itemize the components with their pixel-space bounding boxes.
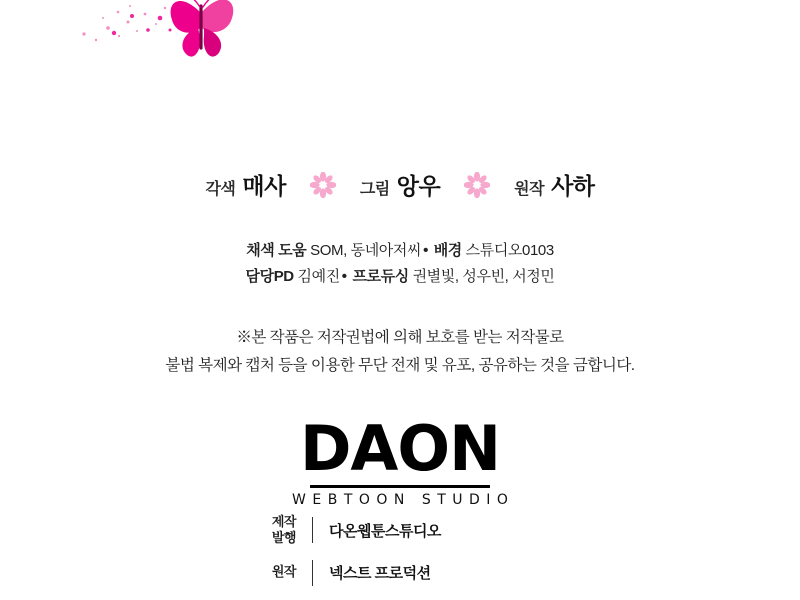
studio-logo-subtitle: WEBTOON STUDIO: [292, 492, 515, 508]
credit-name: 사하: [551, 173, 595, 199]
credit-adaptation: [205, 168, 285, 201]
credit-art: [360, 168, 440, 201]
staff-value-background: 스튜디오0103: [465, 242, 554, 259]
staff-label-producing: 프로듀싱: [352, 268, 409, 286]
publisher-divider: [312, 560, 313, 586]
staff-value-coloring: SOM, 동네아저씨: [310, 242, 422, 259]
publisher-info: [0, 514, 800, 586]
publisher-value-production: 다온웹툰스튜디오: [329, 522, 441, 540]
staff-dot-separator: •: [341, 268, 347, 286]
credit-role-label: 원작: [514, 181, 545, 198]
publisher-row-production: [240, 514, 560, 547]
publisher-label-production: [240, 514, 296, 547]
copyright-line-2: 불법 복제와 캡처 등을 이용한 무단 전재 및 유포, 공유하는 것을 금합니다.: [165, 356, 635, 374]
credit-name: 앙우: [396, 173, 441, 199]
publisher-divider: [312, 517, 313, 543]
credit-name: 매사: [242, 173, 286, 199]
publisher-row-original: [240, 560, 560, 586]
publisher-label-line-2: 발행: [271, 530, 296, 546]
staff-label-background: 배경: [433, 242, 462, 259]
copyright-notice: [0, 324, 800, 380]
staff-label-pd: 담당PD: [245, 268, 294, 286]
staff-value-producing: 권별빛, 성우빈, 서정민: [412, 268, 555, 286]
publisher-label-line-1: 원작: [271, 564, 296, 580]
staff-value-pd: 김예진: [297, 268, 340, 286]
studio-logo-wordmark: DAON: [299, 412, 501, 485]
studio-logo: [0, 412, 800, 508]
staff-label-coloring: 채색 도움: [246, 242, 307, 259]
publisher-label-original: [240, 564, 296, 580]
staff-dot-separator: •: [423, 242, 428, 259]
staff-credits: [0, 238, 800, 291]
copyright-line-1: ※본 작품은 저작권법에 의해 보호를 받는 저작물로: [236, 329, 564, 346]
publisher-value-original: 넥스트 프로덕션: [329, 565, 431, 582]
credit-role-label: 그림: [359, 181, 390, 198]
publisher-label-line-1: 제작: [271, 514, 296, 529]
staff-line-coloring: [0, 238, 800, 264]
credits-row: [0, 168, 800, 201]
flower-separator-icon: [286, 172, 360, 198]
staff-line-pd: [0, 264, 800, 290]
butterfly-decoration: [70, 0, 290, 80]
flower-separator-icon: [440, 172, 514, 198]
studio-logo-rule: [310, 485, 490, 488]
credit-role-label: 각색: [205, 181, 236, 198]
credit-original-work: [514, 168, 594, 201]
